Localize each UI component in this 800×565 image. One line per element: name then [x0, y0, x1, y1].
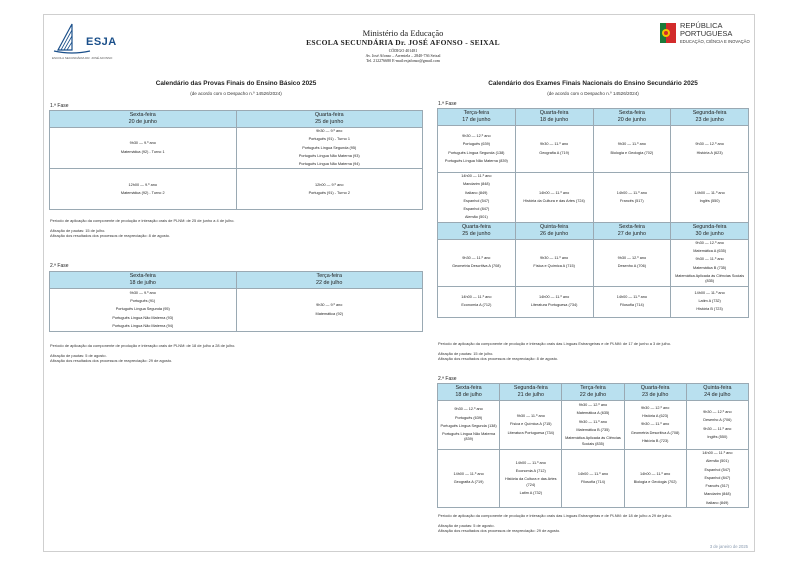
exam-subject: Filosofia (714) [580, 480, 605, 485]
exam-slot [438, 401, 500, 450]
exam-slot [671, 286, 749, 317]
secundario-subtitle: (de acordo com o Despacho n.º 14526/2024) [547, 91, 639, 96]
exam-subject: Geografia A (719) [453, 480, 484, 485]
exam-subject: Espanhol (847) [704, 475, 731, 480]
day-header: Sexta-feira 18 de julho [438, 384, 500, 401]
exam-slot [515, 239, 593, 286]
exam-subject: Matemática A (635) [576, 411, 610, 416]
table-header-row [50, 272, 423, 289]
exam-slot [500, 450, 562, 508]
exam-slot [671, 126, 749, 173]
exam-time: 9h30 — 11.º ano [578, 419, 608, 424]
secundario-fase2-table [437, 383, 749, 508]
exam-time: 9h30 — 9.º ano [129, 141, 156, 146]
table-row [50, 169, 423, 210]
government-department: EDUCAÇÃO, CIÊNCIA E INOVAÇÃO [680, 39, 750, 44]
exam-slot [562, 401, 624, 450]
exam-subject: Português Língua Segunda (95) [115, 307, 170, 312]
day-header: Quinta-feira 24 de julho [686, 384, 748, 401]
basico-fase2-notes [50, 343, 424, 363]
exam-subject: Português (91) - Turno 2 [308, 190, 350, 195]
exam-slot [50, 128, 237, 169]
exam-time: 9h30 — 11.º ano [703, 426, 732, 431]
day-header: Sexta-feira 27 de junho [593, 222, 671, 239]
exam-slot [686, 401, 748, 450]
exam-subject: Inglês (550) [699, 198, 720, 203]
exam-slot [438, 286, 516, 317]
exam-slot [515, 173, 593, 223]
school-name: ESCOLA SECUNDÁRIA Dr. JOSÉ AFONSO - SEIXAL [306, 38, 500, 47]
day-header: Terça-feira 17 de junho [438, 109, 516, 126]
exam-time: 9h30 — 11.º ano [540, 255, 569, 260]
flag-emblem-icon [660, 23, 676, 43]
secundario-fase1-label: 1.ª Fase [438, 101, 457, 107]
note-line: Afixação dos resultados dos processos de reapreciação: 29 de agosto. [438, 528, 561, 533]
school-contact: Tel. 212276680 E-mail:esjafonso@gmail.com [366, 58, 440, 63]
table-row [438, 286, 749, 317]
exam-subject: Geometria Descritiva A (708) [452, 264, 501, 269]
table-row [438, 126, 749, 173]
exam-subject: Economia A (712) [515, 469, 546, 474]
exam-time: 14h00 — 11.º ano [616, 190, 647, 195]
exam-subject: Desenho A (706) [617, 264, 647, 269]
exam-subject: Mandarim (848) [703, 492, 731, 497]
exam-time: 9h30 — 11.º ano [516, 414, 545, 419]
exam-subject: Matemática (92) - Turno 2 [120, 190, 165, 195]
exam-time: 9h30 — 12.º ano [578, 403, 608, 408]
exam-time: 9h30 — 9.º ano [316, 303, 343, 308]
secundario-fase1-table [437, 108, 749, 318]
table-row [438, 450, 749, 508]
exam-subject: Português Língua Não Materna (94) [298, 162, 360, 167]
exam-subject: Matemática (92) - Turno 1 [120, 149, 165, 154]
exam-subject: Latim A (732) [519, 490, 542, 495]
exam-time: 14h00 — 11.º ano [461, 294, 492, 299]
exam-subject: Português (639) [454, 415, 483, 420]
government-name: REPÚBLICA PORTUGUESA [680, 21, 733, 38]
exam-subject: Geografia A (719) [539, 150, 569, 155]
secundario-title: Calendário dos Exames Finais Nacionais do Ensino Secundário 2025 [488, 80, 698, 87]
exam-time: 14h00 — 11.º ano [616, 294, 647, 299]
exam-subject: História da Cultura e das Artes (724) [505, 477, 557, 487]
exam-time: 14h00 — 11.º ano [702, 451, 733, 455]
exam-time: 14h00 — 11.º ano [461, 174, 492, 178]
day-header: Sexta-feira 18 de julho [50, 272, 237, 289]
exam-slot [438, 450, 500, 508]
exam-time: 9h30 — 12.º ano [703, 409, 732, 414]
exam-slot [624, 450, 686, 508]
day-header: Sexta-feira 20 de junho [593, 109, 671, 126]
basico-fase1-notes [50, 218, 424, 238]
table-row [438, 401, 749, 450]
exam-subject: Espanhol (847) [463, 207, 490, 212]
exam-slot [236, 169, 423, 210]
exam-slot [438, 173, 516, 223]
exam-subject: História A (623) [642, 414, 669, 419]
exam-time: 9h30 — 12.º ano [695, 240, 724, 245]
day-header: Quinta-feira 26 de junho [515, 222, 593, 239]
exam-slot [438, 239, 516, 286]
exam-subject: Matemática (92) [315, 311, 343, 316]
exam-slot [50, 169, 237, 210]
exam-subject: Matemática Aplicada às Ciências Sociais (835) [675, 274, 745, 284]
note-line: Período de aplicação da componente de produção e interação orais das Línguas Estrangeiras e de PLNM: de 17 de junho a 3 de julho. [438, 341, 671, 346]
day-header: Sexta-feira 20 de junho [50, 111, 237, 128]
document-date: 3 de janeiro de 2025 [709, 544, 748, 549]
table-header-row [438, 109, 749, 126]
exam-slot [500, 401, 562, 450]
exam-time: 14h00 — 11.º ano [577, 471, 609, 476]
school-address: Av. José Afonso – Arrentela – 2840-736 Seixal [365, 53, 441, 58]
exam-slot [236, 128, 423, 169]
exam-subject: Latim A (732) [698, 299, 721, 304]
exam-slot [562, 450, 624, 508]
note-line: Afixação de pautas: 15 de julho. [438, 351, 494, 356]
exam-subject: Matemática B (735) [576, 428, 610, 432]
exam-time: 9h30 — 11.º ano [695, 257, 724, 262]
exam-time: 9h30 — 9.º ano [316, 129, 343, 133]
exam-subject: Inglês (550) [707, 434, 728, 439]
day-header: Segunda-feira 30 de junho [671, 222, 749, 239]
exam-subject: Física e Química A (715) [533, 264, 575, 269]
exam-time: 9h30 — 12.º ano [617, 255, 647, 260]
exam-subject: Português (639) [462, 142, 490, 147]
note-line: Afixação de pautas: 15 de julho. [50, 228, 106, 233]
exam-subject: Português Língua Segunda (138) [448, 150, 505, 155]
exam-subject: Espanhol (547) [704, 467, 731, 472]
day-header: Quarta-feira 18 de junho [515, 109, 593, 126]
exam-time: 9h30 — 11.º ano [641, 422, 670, 427]
secundario-fase2-label: 2.ª Fase [438, 376, 457, 382]
exam-slot [593, 286, 671, 317]
note-line: Afixação dos resultados dos processos de reapreciação: 8 de agosto. [438, 356, 559, 361]
exam-slot [438, 126, 516, 173]
basico-title: Calendário das Provas Finais do Ensino Básico 2025 [155, 80, 317, 87]
exam-subject: Desenho A (706) [703, 418, 732, 423]
exam-subject: Alemão (501) [705, 459, 729, 464]
note-line: Afixação de pautas: 5 de agosto. [50, 353, 107, 358]
exam-time: 14h00 — 11.º ano [515, 460, 546, 465]
exam-subject: História A (623) [696, 150, 723, 155]
day-header: Quarta-feira 23 de julho [624, 384, 686, 401]
exam-time: 9h30 — 12.º ano [640, 405, 670, 410]
exam-subject: História B (723) [696, 307, 723, 312]
exam-subject: Português Língua Não Materna (93) [112, 315, 174, 320]
exam-time: 14h00 — 11.º ano [539, 190, 570, 195]
table-row [50, 128, 423, 169]
ministry-name: Ministério da Educação [362, 28, 444, 38]
school-code: CÓDIGO 401481 [388, 48, 418, 53]
exam-time: 9h30 — 11.º ano [617, 142, 646, 147]
exam-slot [686, 450, 748, 508]
exam-subject: Português Língua Não Materna (839) [442, 432, 496, 442]
exam-subject: Literatura Portuguesa (734) [530, 303, 578, 308]
school-info [248, 28, 558, 63]
exam-slot [624, 401, 686, 450]
table-row [50, 289, 423, 332]
table-row [438, 173, 749, 223]
day-header: Quarta-feira 25 de junho [438, 222, 516, 239]
exam-subject: Português Língua Não Materna (839) [444, 158, 508, 163]
exam-subject: Português (91) - Turno 1 [308, 137, 350, 142]
table-row [438, 239, 749, 286]
school-logo-subtitle: ESCOLA SECUNDÁRIA DR. JOSÉ AFONSO [52, 56, 113, 60]
exam-time: 12h00 — 9.º ano [315, 182, 344, 187]
exam-time: 9h30 — 12.º ano [454, 407, 483, 412]
exam-subject: Italiano (849) [465, 190, 488, 195]
exam-subject: Alemão (501) [464, 215, 488, 220]
basico-fase1-label: 1.ª Fase [50, 103, 69, 109]
day-header: Terça-feira 22 de julho [236, 272, 423, 289]
exam-slot [593, 126, 671, 173]
exam-slot [593, 239, 671, 286]
note-line: Período de aplicação da componente de produção e interação orais das Línguas Estrangeiras e de PLNM: de 18 de julho a 29 de julho. [438, 513, 672, 518]
day-header: Terça-feira 22 de julho [562, 384, 624, 401]
exam-subject: Português (91) [130, 299, 156, 304]
exam-time: 14h00 — 11.º ano [640, 471, 671, 476]
exam-subject: Espanhol (547) [463, 198, 490, 203]
exam-subject: Matemática Aplicada às Ciências Sociais (835) [565, 436, 621, 446]
exam-time: 14h00 — 11.º ano [694, 290, 725, 295]
exam-subject: Português Língua Segunda (138) [440, 423, 497, 428]
exam-time: 14h00 — 11.º ano [453, 471, 484, 476]
exam-slot [671, 239, 749, 286]
exam-slot [236, 289, 423, 332]
note-line: Período de aplicação da componente de produção e interação orais de PLNM: de 25 de junho a 4 de julho. [50, 218, 235, 223]
exam-subject: Português Língua Não Materna (93) [298, 153, 360, 158]
exam-subject: Português Língua Não Materna (94) [112, 323, 174, 328]
exam-subject: Mandarim (848) [462, 182, 490, 187]
note-line: Afixação de pautas: 5 de agosto. [438, 523, 495, 528]
exam-slot [593, 173, 671, 223]
exam-time: 12h00 — 9.º ano [128, 182, 157, 187]
secundario-fase1-notes [438, 341, 750, 361]
exam-time: 9h30 — 12.º ano [462, 133, 491, 138]
exam-subject: Matemática A (635) [693, 249, 726, 254]
basico-fase2-label: 2.ª Fase [50, 263, 69, 269]
table-header-row [438, 384, 749, 401]
exam-subject: Economia A (712) [461, 303, 492, 308]
exam-time: 9h30 — 12.º ano [695, 142, 724, 147]
exam-subject: Matemática B (735) [693, 265, 727, 270]
exam-time: 9h30 — 9.º ano [129, 290, 156, 295]
exam-subject: Italiano (849) [706, 500, 729, 505]
day-header: Segunda-feira 23 de junho [671, 109, 749, 126]
exam-subject: Biologia e Geologia (702) [633, 480, 677, 485]
exam-slot [50, 289, 237, 332]
exam-subject: História B (723) [641, 438, 669, 443]
exam-subject: Francês (517) [705, 484, 730, 489]
exam-subject: Literatura Portuguesa (734) [507, 430, 554, 435]
exam-slot [671, 173, 749, 223]
secundario-fase2-notes [438, 513, 750, 533]
exam-slot [515, 286, 593, 317]
school-logo-text: ESJA [86, 36, 117, 48]
exam-time: 9h30 — 11.º ano [540, 142, 569, 147]
note-line: Afixação dos resultados dos processos de reapreciação: 8 de agosto. [50, 233, 171, 238]
exam-subject: História da Cultura e das Artes (724) [523, 198, 585, 203]
table-header-row [50, 111, 423, 128]
exam-subject: Biologia e Geologia (702) [610, 150, 654, 155]
basico-subtitle: (de acordo com o Despacho n.º 14526/2024) [190, 91, 282, 96]
exam-time: 14h00 — 11.º ano [694, 190, 725, 195]
day-header: Quarta-feira 25 de junho [236, 111, 423, 128]
day-header: Segunda-feira 21 de julho [500, 384, 562, 401]
exam-time: 9h30 — 11.º ano [462, 255, 491, 260]
exam-time: 14h00 — 11.º ano [539, 294, 570, 299]
exam-slot [515, 126, 593, 173]
table-header-row [438, 222, 749, 239]
note-line: Afixação dos resultados dos processos de reapreciação: 29 de agosto. [50, 358, 173, 363]
basico-fase2-table [49, 271, 423, 332]
letterhead [48, 18, 750, 74]
government-logo [660, 22, 750, 72]
exam-subject: Filosofia (714) [619, 303, 644, 308]
exam-subject: Física e Química A (715) [509, 422, 552, 427]
basico-fase1-table [49, 110, 423, 210]
exam-subject: Geometria Descritiva A (708) [630, 430, 680, 435]
school-logo [52, 20, 117, 60]
exam-subject: Francês (517) [620, 198, 644, 203]
exam-subject: Português Língua Segunda (95) [302, 145, 357, 150]
note-line: Período de aplicação da componente de produção e interação orais de PLNM: de 18 de julho a 28 de julho. [50, 343, 236, 348]
